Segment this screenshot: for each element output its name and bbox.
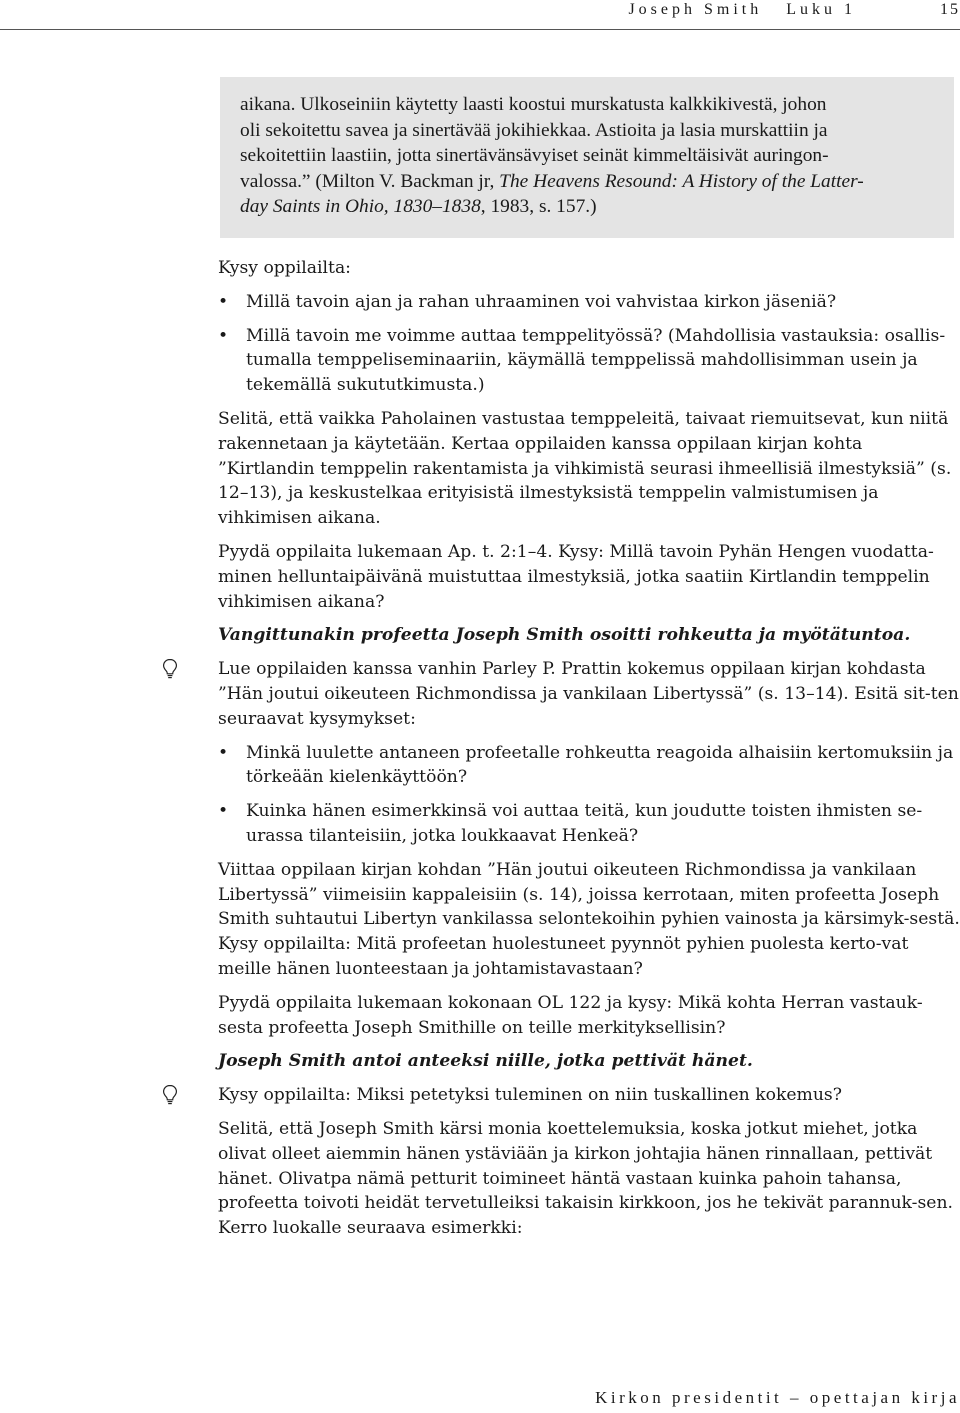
list-item	[218, 741, 960, 791]
list-item	[218, 290, 960, 315]
paragraph: Selitä, että vaikka Paholainen vastustaa temppeleitä, taivaat riemuitsevat, kun niitä rakennetaan ja käytetään. Kertaa oppilaiden kanssa oppilaan kirjan kohta ”Kirtlandin temppelin rakentamista ja vihkimistä seurasi ihmeellisiä ilmestyksiä” (s. 12–13), ja keskustelkaa erityisistä ilmestyksistä temppelin valmistumisen ja vihkimisen aikana.	[218, 408, 952, 529]
quote-book-title: The Heavens Resound: A History of the Latter-	[499, 170, 864, 192]
bullet-icon: •	[218, 742, 229, 763]
list-item-text: Minkä luulette antaneen profeetalle rohkeutta reagoida alhaisiin kertomuksiin ja törkeään kielenkäyttöön?	[246, 742, 954, 788]
quote-citation: , 1983, s. 157.)	[480, 196, 597, 218]
bullet-icon: •	[218, 801, 229, 822]
paragraph: Selitä, että Joseph Smith kärsi monia koettelemuksia, koska jotkut miehet, jotka olivat olleet aiemmin hänen ystäviään ja kirkon johtajia hänen rinnallaan, pettivät hänet. Olivatpa nämä petturit toimineet häntä vastaan kuinka pahoin tahansa, profeetta toivoti heidät tervetulleiksi takaisin kirkkoon, jos he tekivät parannuk-sen. Kerro luokalle seuraava esimerkki:	[218, 1118, 954, 1239]
lightbulb-icon	[162, 1084, 178, 1106]
hint-text: Kysy oppilailta: Miksi petetyksi tuleminen on niin tuskallinen kokemus?	[218, 1085, 842, 1106]
page-number: 15	[940, 1, 960, 18]
question-list	[218, 290, 960, 398]
quote-line	[240, 194, 940, 220]
hint-paragraph	[218, 1083, 960, 1108]
lightbulb-icon	[162, 658, 178, 680]
running-title: Joseph Smith Luku 1	[628, 1, 856, 18]
list-item-text: Kuinka hänen esimerkkinsä voi auttaa teitä, kun joudutte toisten ihmisten se-urassa tilanteisiin, jotka loukkaavat Henkeä?	[246, 801, 923, 846]
quote-line	[240, 169, 940, 195]
list-item-text: tekemällä sukututkimusta.)	[246, 375, 485, 396]
quote-line: oli sekoitettu savea ja sinertävää jokihiekkaa. Astioita ja lasia murskattiin ja	[240, 119, 828, 141]
quote-line: sekoitettiin laastiin, jotta sinertävänsävyiset seinät kimmeltäisivät auringon-	[240, 145, 829, 167]
paragraph: Viittaa oppilaan kirjan kohdan ”Hän joutui oikeuteen Richmondissa ja vankilaan Libertyssä” viimeisiin kappaleisiin (s. 14), joissa kerrotaan, miten profeetta Joseph Smith suhtautui Libertyn vankilassa selontekoihin pyhien vainosta ja kärsimyk-sestä. Kysy oppilailta: Mitä profeetan huolestuneet pyynnöt pyhien puolesta kerto-vat meille hänen luonteestaan ja johtamistavastaan?	[218, 859, 960, 979]
section-heading: Vangittunakin profeetta Joseph Smith osoitti rohkeutta ja myötätuntoa.	[218, 625, 911, 646]
quote-box	[220, 77, 954, 238]
paragraph: Pyydä oppilaita lukemaan kokonaan OL 122 ja kysy: Mikä kohta Herran vastauk-sesta profeetta Joseph Smithille on teille merkityksellisin?	[218, 992, 923, 1038]
list-item	[218, 324, 960, 398]
list-item-text: tumalla temppeliseminaariin, käymällä temppelissä mahdollisimman usein ja	[246, 350, 918, 371]
hint-text: Lue oppilaiden kanssa vanhin Parley P. Prattin kokemus oppilaan kirjan kohdasta ”Hän joutui oikeuteen Richmondissa ja vankilaan Libertyssä” (s. 13–14). Esitä sit-ten seuraavat kysymykset:	[218, 659, 959, 729]
list-item-text: Millä tavoin ajan ja rahan uhraaminen voi vahvistaa kirkon jäseniä?	[246, 291, 837, 312]
paragraph: Pyydä oppilaita lukemaan Ap. t. 2:1–4. Kysy: Millä tavoin Pyhän Hengen vuodatta-minen helluntaipäivänä muistuttaa ilmestyksiä, jotka saatiin Kirtlandin temppelin vihkimisen aikana?	[218, 541, 934, 612]
hint-paragraph	[218, 657, 960, 731]
quote-text: valossa.” (Milton V. Backman jr,	[240, 170, 500, 192]
question-list	[218, 741, 960, 849]
section-heading: Joseph Smith antoi anteeksi niille, jotka pettivät hänet.	[218, 1051, 753, 1072]
quote-book-title-cont: day Saints in Ohio, 1830–1838	[240, 196, 481, 218]
page-footer: Kirkon presidentit – opettajan kirja	[595, 1388, 960, 1407]
page-header	[0, 0, 960, 30]
list-item	[218, 799, 960, 849]
ask-students: Kysy oppilailta:	[218, 258, 351, 278]
list-item-text: Millä tavoin me voimme auttaa temppelityössä? (Mahdollisia vastauksia: osallis-	[246, 325, 946, 346]
bullet-icon: •	[218, 325, 229, 346]
quote-line: aikana. Ulkoseiniin käytetty laasti koostui murskatusta kalkkikivestä, johon	[240, 94, 827, 115]
main-content	[218, 256, 960, 1250]
bullet-icon: •	[218, 291, 229, 312]
